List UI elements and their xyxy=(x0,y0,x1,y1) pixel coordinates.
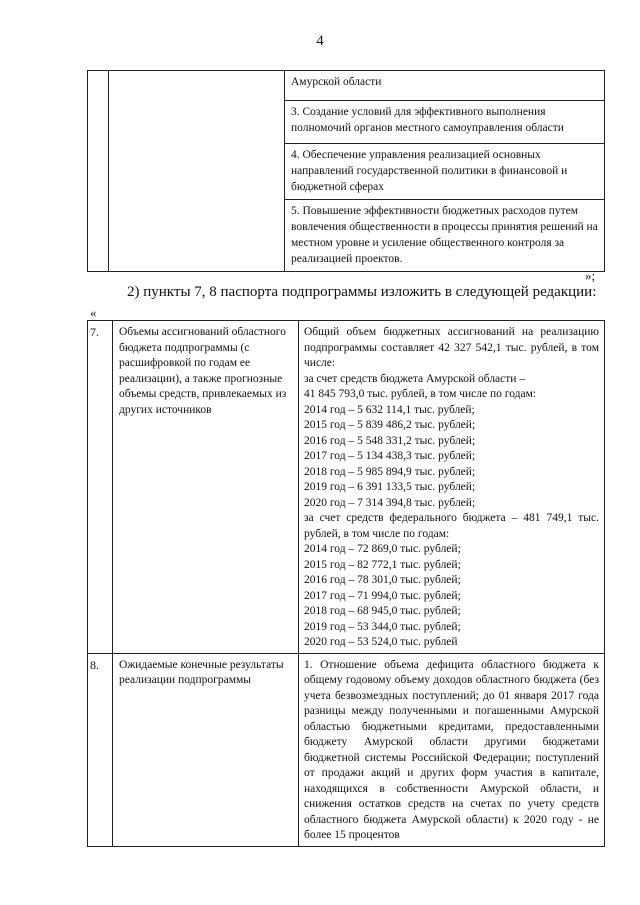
expected-results: 1. Отношение объема дефицита областного бюджета к общему годовому объему доходов областного бюджета (без учета безвозмездных поступлений; до 01 января 2017 года разницы между полученными и погашенными Амурской областью бюджетными кредитами, предоставленными бюджету Амурской области другими бюджетами бюджетной системы Российской Федерации; поступлений от продажи акций и других форм участия в капитале, находящихся в собственности Амурской области, и снижения остатков средств на счетах по учету средств областного бюджета Амурской области) к 2020 году - не более 15 процентов xyxy=(299,653,605,846)
funding-line: 2020 год – 53 524,0 тыс. рублей xyxy=(304,636,458,648)
item-number: 8. xyxy=(88,653,113,846)
funding-volumes xyxy=(299,321,605,654)
objective-text: Амурской области xyxy=(285,71,605,101)
funding-line: 2019 год – 53 344,0 тыс. рублей; xyxy=(304,620,461,633)
empty-name-cell xyxy=(109,71,285,272)
objective-text: 4. Обеспечение управления реализацией основных направлений государственной политики в финансовой и бюджетной сферах xyxy=(285,144,605,200)
funding-line: 2018 год – 68 945,0 тыс. рублей; xyxy=(304,605,461,617)
amendment-instruction: 2) пункты 7, 8 паспорта подпрограммы изложить в следующей редакции: xyxy=(127,284,597,300)
empty-number-cell xyxy=(88,71,109,272)
page-number: 4 xyxy=(316,33,324,49)
passport-items-table xyxy=(87,320,605,847)
opening-quote: « xyxy=(90,305,97,320)
funding-line: 2016 год – 78 301,0 тыс. рублей; xyxy=(304,574,461,586)
item-name: Ожидаемые конечные результаты реализации подпрограммы xyxy=(113,653,299,846)
funding-line: 2017 год – 5 134 438,3 тыс. рублей; xyxy=(304,450,476,462)
funding-line: 2017 год – 71 994,0 тыс. рублей; xyxy=(304,589,461,602)
table-row xyxy=(88,321,605,654)
funding-line: за счет средств бюджета Амурской области – xyxy=(304,372,526,385)
objectives-table-continuation xyxy=(87,70,605,272)
funding-line: 2014 год – 5 632 114,1 тыс. рублей; xyxy=(304,403,475,416)
funding-line: 2014 год – 72 869,0 тыс. рублей; xyxy=(304,543,461,555)
table-row xyxy=(88,653,605,846)
funding-line: 2015 год – 82 772,1 тыс. рублей; xyxy=(304,558,461,571)
funding-line: 41 845 793,0 тыс. рублей, в том числе по годам: xyxy=(304,388,537,400)
funding-line: 2015 год – 5 839 486,2 тыс. рублей; xyxy=(304,419,476,431)
funding-line: 2018 год – 5 985 894,9 тыс. рублей; xyxy=(304,465,476,478)
funding-line: 2019 год – 6 391 133,5 тыс. рублей; xyxy=(304,481,476,493)
item-number: 7. xyxy=(88,321,113,654)
funding-federal: за счет средств федерального бюджета – 481 749,1 тыс. рублей, в том числе по годам: xyxy=(304,512,599,540)
table-row xyxy=(88,71,605,101)
item-name: Объемы ассигнований областного бюджета подпрограммы (с расшифровкой по годам ее реализации), а также прогнозные объемы средств, привлекаемых из других источников xyxy=(113,321,299,654)
objective-text: 5. Повышение эффективности бюджетных расходов путем вовлечения общественности в процессы принятия решений на местном уровне и усиление общественного контроля за реализацией проектов. xyxy=(285,200,605,272)
objective-text: 3. Создание условий для эффективного выполнения полномочий органов местного самоуправления области xyxy=(285,101,605,144)
closing-quote: »; xyxy=(585,268,596,283)
funding-total: Общий объем бюджетных ассигнований на реализацию подпрограммы составляет 42 327 542,1 тыс. рублей, в том числе: xyxy=(304,326,599,369)
funding-line: 2016 год – 5 548 331,2 тыс. рублей; xyxy=(304,434,476,447)
funding-line: 2020 год – 7 314 394,8 тыс. рублей; xyxy=(304,496,476,509)
